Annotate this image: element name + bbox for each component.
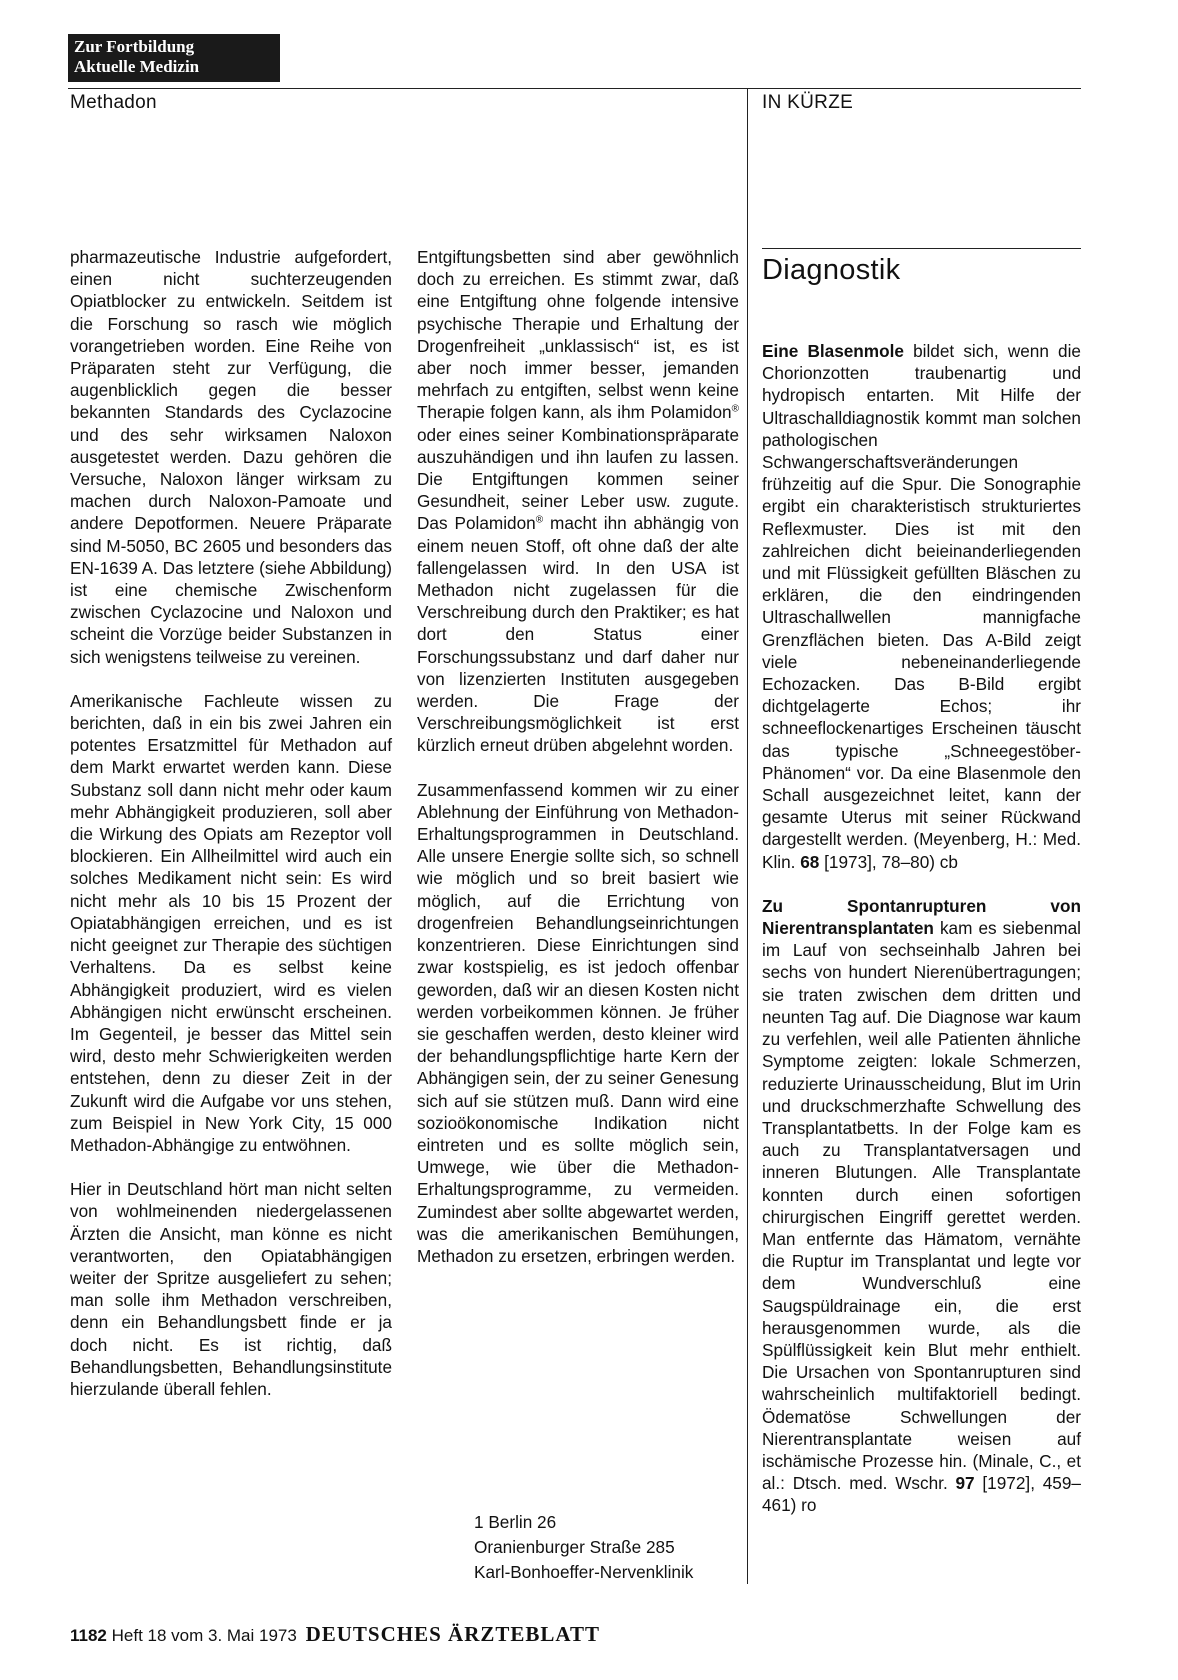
column-divider xyxy=(747,88,748,1584)
series-label-box xyxy=(68,34,280,82)
series-label-line-2: Aktuelle Medizin xyxy=(74,57,200,76)
address-line: Oranienburger Straße 285 xyxy=(474,1537,675,1557)
text-run: Entgiftungsbetten sind aber gewöhnlich doch zu erreichen. Es stimmt zwar, daß eine Entgiftung ohne folgende intensive psychische Therapie und Erhaltung der Drogenfreiheit „unklassisch“ ist, es ist aber noch immer besser, jemanden mehrfach zu entgiften, selbst wenn keine Therapie folgen kann, als ihm Polamidon xyxy=(417,247,739,423)
volume-number: 68 xyxy=(800,851,820,872)
text-run: oder eines seiner Kombinationspräparate auszuhändigen und ihn laufen zu lassen. Die Entgiftungen kommen seiner Gesundheit, seiner Leber usw. zugute. Das Polamidon xyxy=(417,424,739,534)
news-item xyxy=(762,340,1081,873)
article-topic: Methadon xyxy=(70,92,157,113)
text-run: [1972], 459–461) ro xyxy=(762,1473,1081,1516)
series-label-line-1: Zur Fortbildung xyxy=(74,37,195,56)
text-run: bildet sich, wenn die Chorionzotten traubenartig und hydropisch entarten. Mit Hilfe der Ultraschalldiagnostik kommt man solchen pathologischen Schwangerschaftsveränderungen frühzeitig auf die Spur. Die Sonographie ergibt ein charakteristisch strukturiertes Reflexmuster. Dies ist mit den zahlreichen dicht beieinanderliegenden und mit Flüssigkeit gefüllten Bläschen zu erklären, die den eindringenden Ultraschallwellen mannigfache Grenzflächen bieten. Das A-Bild zeigt viele nebeneinanderliegende Echozacken. Das B-Bild ergibt dichtgelagerte Echos; ihr schneeflockenartiges Erscheinen täuscht das typische „Schneegestöber-Phänomen“ vor. Da eine Blasenmole den Schall ausgezeichnet leitet, kann der gesamte Uterus mit seiner Rückwand dargestellt werden. (Meyenberg, H.: Med. Klin. xyxy=(762,341,1081,872)
news-column xyxy=(762,340,1081,1539)
news-item-lead: Zu Spontanrupturen von Nierentransplantaten xyxy=(762,895,1081,939)
magazine-name: DEUTSCHES ÄRZTEBLATT xyxy=(305,1622,601,1646)
diagnostik-title: Diagnostik xyxy=(762,254,901,286)
diagnostik-divider xyxy=(762,248,1081,249)
volume-number: 97 xyxy=(955,1473,975,1494)
article-column-2 xyxy=(417,246,739,1289)
author-address xyxy=(474,1510,693,1585)
registered-mark: ® xyxy=(535,514,544,526)
address-line: 1 Berlin 26 xyxy=(474,1512,557,1532)
address-line: Karl-Bonhoeffer-Nervenklinik xyxy=(474,1562,694,1582)
text-run: macht ihn abhängig von einem neuen Stoff, oft ohne daß der alte fallengelassen wird. In den USA ist Methadon nicht zugelassen für die Verschreibung durch den Praktiker; es hat dort den Status einer Forschungssubstanz und darf daher nur von lizenzierten Instituten ausgegeben werden. Die Frage der Verschreibungsmöglichkeit ist erst kürzlich erneut drüben abgelehnt worden. xyxy=(417,513,739,756)
paragraph: Zusammenfassend kommen wir zu einer Ablehnung der Einführung von Methadon-Erhaltungsprogrammen in Deutschland. Alle unsere Energie sollte sich, so schnell wie möglich und so breit basiert wie möglich, auf die Errichtung von drogenfreien Behandlungseinrichtungen konzentrieren. Diese Einrichtungen sind zwar kostspielig, es ist jedoch offenbar geworden, daß wir an diesen Kosten nicht werden vorbeikommen können. Je früher sie geschaffen werden, desto kleiner wird der behandlungspflichtige harte Kern der Abhängigen sein, der zu seiner Genesung sich auf sie stützen muß. Dann wird eine sozioökonomische Indikation nicht eintreten und es sollte möglich sein, Umwege, wie über die Methadon-Erhaltungsprogramme, zu vermeiden. Zumindest aber sollte abgewartet werden, was die amerikanischen Bemühungen, Methadon zu ersetzen, erbringen werden. xyxy=(417,779,739,1266)
news-item xyxy=(762,895,1081,1517)
top-divider xyxy=(68,88,1081,89)
text-run: kam es siebenmal im Lauf von sechseinhalb Jahren bei sechs von hundert Nierenübertragungen; sie traten zwischen dem dritten und neunten Tag auf. Die Diagnose war kaum zu verfehlen, weil alle Patienten ähnliche Symptome zeigten: lokale Schmerzen, reduzierte Urinausscheidung, Blut im Urin und druckschmerzhafte Schwellung des Transplantatbetts. In der Folge kam es auch zu Transplantatversagen und inneren Blutungen. Alle Transplantate konnten durch einen sofortigen chirurgischen Eingriff gerettet werden. Man entfernte das Hämatom, vernähte die Ruptur im Transplantat und legte vor dem Wundverschluß eine Saugspüldrainage ein, die erst herausgenommen wurde, als die Spülflüssigkeit kein Blut mehr enthielt. Die Ursachen von Spontanrupturen sind wahrscheinlich multifaktoriell bedingt. Ödematöse Schwellungen der Nierentransplantate weisen auf ischämische Prozesse hin. (Minale, C., et al.: Dtsch. med. Wschr. xyxy=(762,918,1081,1494)
news-item-lead: Eine Blasenmole xyxy=(762,341,904,361)
article-column-1 xyxy=(70,246,392,1422)
issue-info: Heft 18 vom 3. Mai 1973 xyxy=(111,1626,297,1645)
page-number: 1182 xyxy=(70,1626,107,1645)
page-footer xyxy=(70,1622,600,1647)
section-heading: IN KÜRZE xyxy=(762,92,854,113)
paragraph xyxy=(417,246,739,757)
text-run: [1973], 78–80) cb xyxy=(819,851,958,872)
paragraph: pharmazeutische Industrie aufgefordert, einen nicht suchterzeugenden Opiatblocker zu entwickeln. Seitdem ist die Forschung so rasch wie möglich vorangetrieben worden. Eine Reihe von Präparaten steht zur Verfügung, die augenblicklich gegen die besser bekannten Standards des Cyclazocine und des sehr wirksamen Naloxon ausgetestet werden. Dazu gehören die Versuche, Naloxon länger wirksam zu machen durch Naloxon-Pamoate und andere Depotformen. Neuere Präparate sind M-5050, BC 2605 und besonders das EN-1639 A. Das letztere (siehe Abbildung) ist eine chemische Zwischenform zwischen Cyclazocine und Naloxon und scheint die Vorzüge beider Substanzen in sich wenigstens teilweise zu vereinen. xyxy=(70,247,392,667)
paragraph: Hier in Deutschland hört man nicht selten von wohlmeinenden niedergelassenen Ärzten die Ansicht, man könne es nicht verantworten, den Opiatabhängigen weiter der Spritze ausgeliefert zu sehen; man solle ihm Methadon verschreiben, denn ein Behandlungsbett finde er ja doch nicht. Es ist richtig, daß Behandlungsbetten, Behandlungsinstitute hierzulande überall fehlen. xyxy=(70,1179,392,1399)
paragraph: Amerikanische Fachleute wissen zu berichten, daß in ein bis zwei Jahren ein potentes Ersatzmittel für Methadon auf dem Markt erwartet werden kann. Diese Substanz soll dann nicht mehr oder kaum mehr Abhängigkeit produzieren, soll aber die Wirkung des Opiats am Rezeptor voll blockieren. Ein Allheilmittel wird auch ein solches Medikament nicht sein: Es wird nicht mehr als 10 bis 15 Prozent der Opiatabhängigen erreichen, und es ist nicht geeignet zur Therapie des süchtigen Verhaltens. Da es selbst keine Abhängigkeit produziert, wird es vielen Abhängigen nicht erwünscht erscheinen. Im Gegenteil, je besser das Mittel sein wird, desto mehr Schwierigkeiten werden entstehen, denn zu dieser Zeit in der Zukunft wird die Aufgabe vor uns stehen, zum Beispiel in New York City, 15 000 Methadon-Abhängige zu entwöhnen. xyxy=(70,690,392,1155)
registered-mark: ® xyxy=(731,403,739,415)
